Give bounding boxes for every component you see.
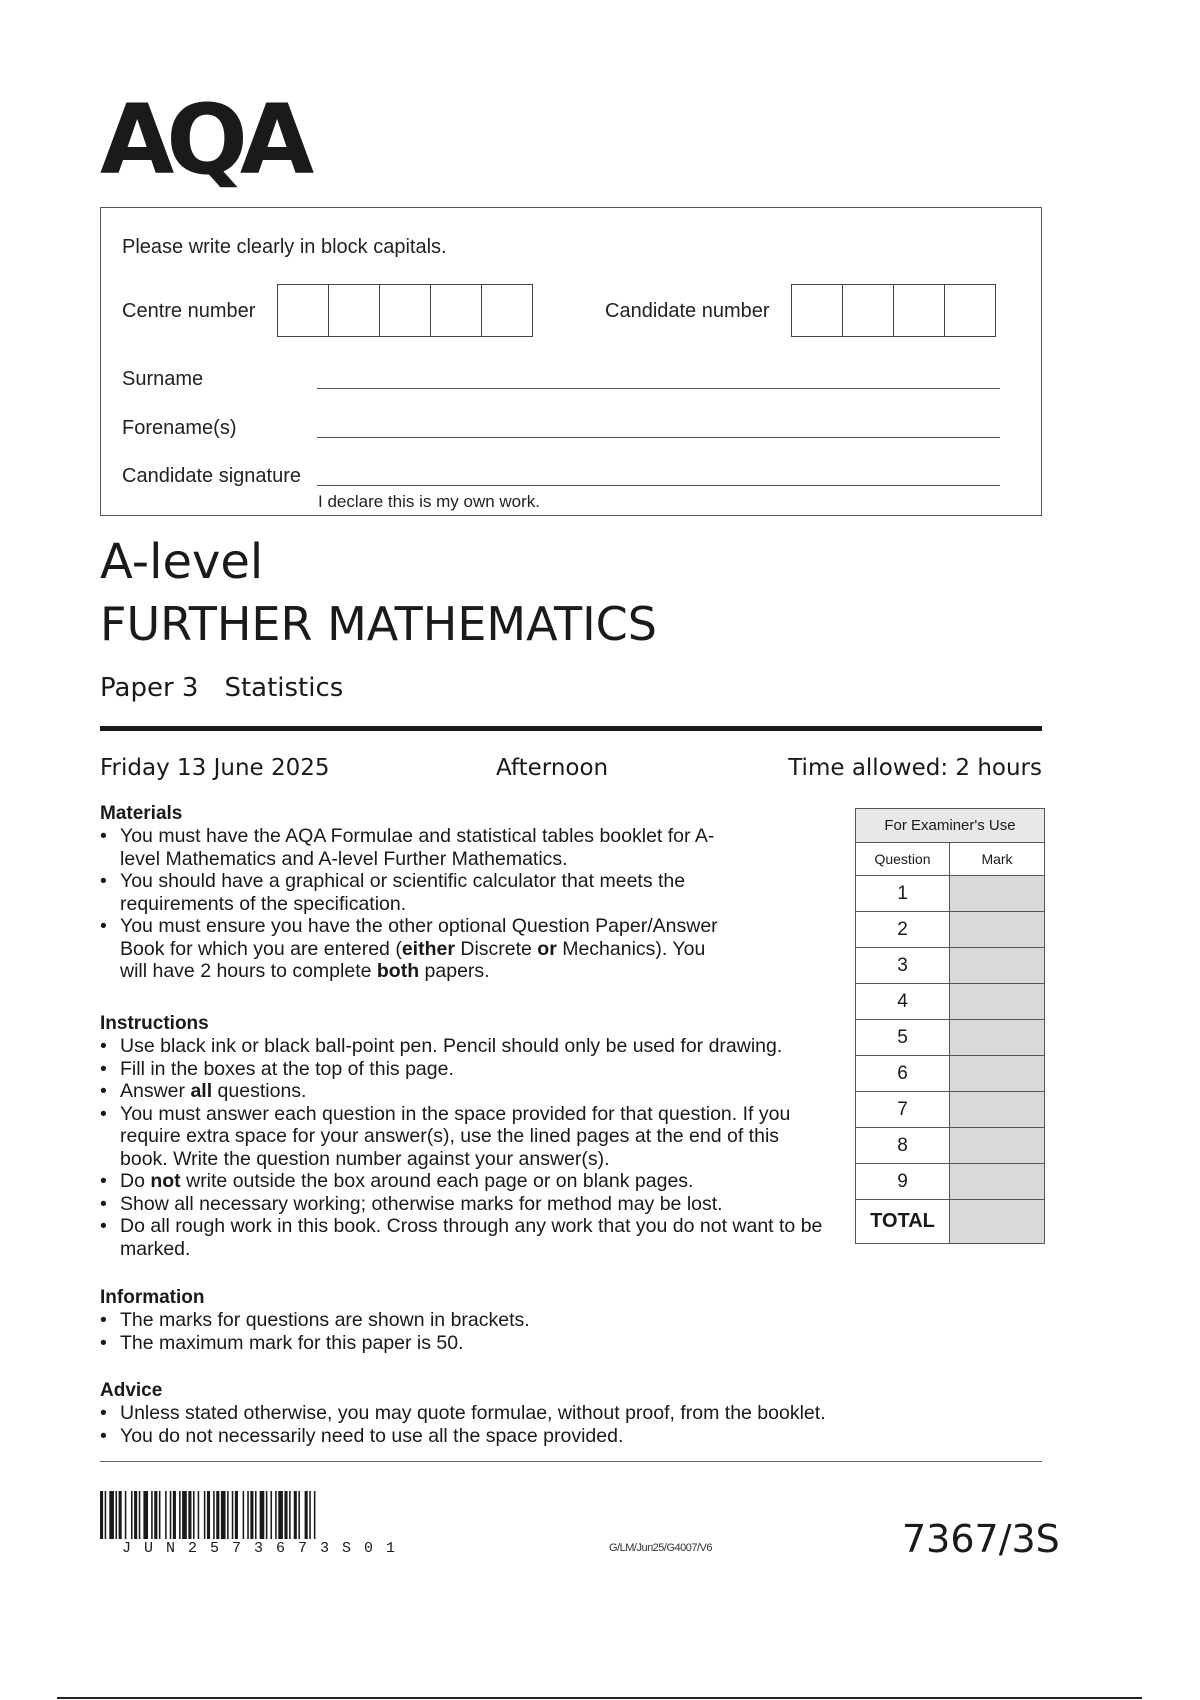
advice-heading: Advice [100,1380,163,1401]
table-row [856,1020,1045,1056]
table-row [856,1200,1045,1244]
table-row [856,912,1045,948]
declaration-text: I declare this is my own work. [318,492,541,511]
signature-label: Candidate signature [122,465,302,487]
title-divider [100,726,1042,731]
list-item: • Do not write outside the box around each page or on blank pages. [100,1170,840,1193]
mark-column-header: Mark [950,843,1045,876]
mark-cell [950,1056,1045,1092]
signature-line[interactable] [317,485,1000,486]
table-row [856,1056,1045,1092]
surname-line[interactable] [317,388,1000,389]
qualification-level: A-level [100,534,264,590]
candidate-details-box [100,207,1042,516]
question-number: 1 [856,876,950,912]
block-capitals-instruction: Please write clearly in block capitals. [122,236,447,258]
examiner-table-title: For Examiner's Use [856,809,1045,843]
centre-number-boxes [277,284,532,337]
barcode-icon [100,1491,480,1539]
information-section [100,1287,840,1354]
page-bottom-rule [57,1697,1142,1699]
exam-date: Friday 13 June 2025 [100,755,330,781]
surname-label: Surname [122,368,204,390]
total-mark-cell [950,1200,1045,1244]
list-item: • Show all necessary working; otherwise marks for method may be lost. [100,1193,840,1216]
question-number: 8 [856,1128,950,1164]
table-row [856,1128,1045,1164]
barcode-text: JUN2573673S01 [122,1540,409,1557]
centre-number-cell[interactable] [277,284,329,337]
paper-name: Statistics [224,673,344,703]
question-number: 7 [856,1092,950,1128]
centre-number-cell[interactable] [430,284,482,337]
document-reference: G/LM/Jun25/G4007/V6 [609,1542,713,1554]
list-item: • Do all rough work in this book. Cross through any work that you do not want to be marked. [100,1215,855,1260]
instructions-section [100,1013,840,1260]
advice-section [100,1380,1000,1447]
instructions-heading: Instructions [100,1013,209,1034]
question-number: 2 [856,912,950,948]
mark-cell [950,912,1045,948]
examiner-use-table [855,808,1045,1244]
forenames-label: Forename(s) [122,417,237,439]
footer-divider [100,1461,1042,1462]
table-row [856,948,1045,984]
list-item: • Use black ink or black ball-point pen. Pencil should only be used for drawing. [100,1035,840,1058]
list-item: • You do not necessarily need to use all the space provided. [100,1425,1000,1448]
paper-number: Paper 3 [100,673,199,703]
table-row [856,1092,1045,1128]
question-number: 3 [856,948,950,984]
mark-cell [950,1020,1045,1056]
mark-cell [950,876,1045,912]
candidate-number-label: Candidate number [605,300,770,322]
candidate-number-cell[interactable] [791,284,843,337]
subject-title: FURTHER MATHEMATICS [100,597,657,651]
question-number: 5 [856,1020,950,1056]
list-item: • The marks for questions are shown in brackets. [100,1309,840,1332]
question-number: 6 [856,1056,950,1092]
list-item: • You must answer each question in the space provided for that question. If you require extra space for your answer(s), use the lined pages at the end of this book. Write the question number against your answer(s). [100,1103,820,1171]
paper-title [100,673,369,703]
centre-number-cell[interactable] [379,284,431,337]
time-allowed: Time allowed: 2 hours [788,755,1042,781]
candidate-number-cell[interactable] [944,284,996,337]
centre-number-cell[interactable] [481,284,533,337]
mark-cell [950,984,1045,1020]
question-column-header: Question [856,843,950,876]
table-row [856,876,1045,912]
total-label: TOTAL [856,1200,950,1244]
list-item: • You must ensure you have the other optional Question Paper/Answer Book for which you are entered (either Discrete or Mechanics). You will have 2 hours to complete both papers. [100,915,720,983]
materials-heading: Materials [100,803,183,824]
forenames-line[interactable] [317,437,1000,438]
exam-session: Afternoon [496,755,609,781]
list-item: • Fill in the boxes at the top of this page. [100,1058,840,1081]
list-item: • Unless stated otherwise, you may quote formulae, without proof, from the booklet. [100,1402,1000,1425]
mark-cell [950,1164,1045,1200]
list-item: • The maximum mark for this paper is 50. [100,1332,840,1355]
centre-number-cell[interactable] [328,284,380,337]
candidate-number-cell[interactable] [893,284,945,337]
centre-number-label: Centre number [122,300,256,322]
list-item: • You should have a graphical or scientific calculator that meets the requirements of the specification. [100,870,740,915]
table-row [856,984,1045,1020]
aqa-logo: AQA [100,84,307,196]
question-number: 9 [856,1164,950,1200]
question-number: 4 [856,984,950,1020]
paper-code: 7367/3S [902,1517,1060,1561]
mark-cell [950,1092,1045,1128]
materials-section [100,803,840,983]
mark-cell [950,1128,1045,1164]
table-row [856,1164,1045,1200]
list-item: • Answer all questions. [100,1080,840,1103]
list-item: • You must have the AQA Formulae and statistical tables booklet for A-level Mathematics and A-level Further Mathematics. [100,825,740,870]
candidate-number-boxes [791,284,995,337]
mark-cell [950,948,1045,984]
candidate-number-cell[interactable] [842,284,894,337]
information-heading: Information [100,1287,205,1308]
